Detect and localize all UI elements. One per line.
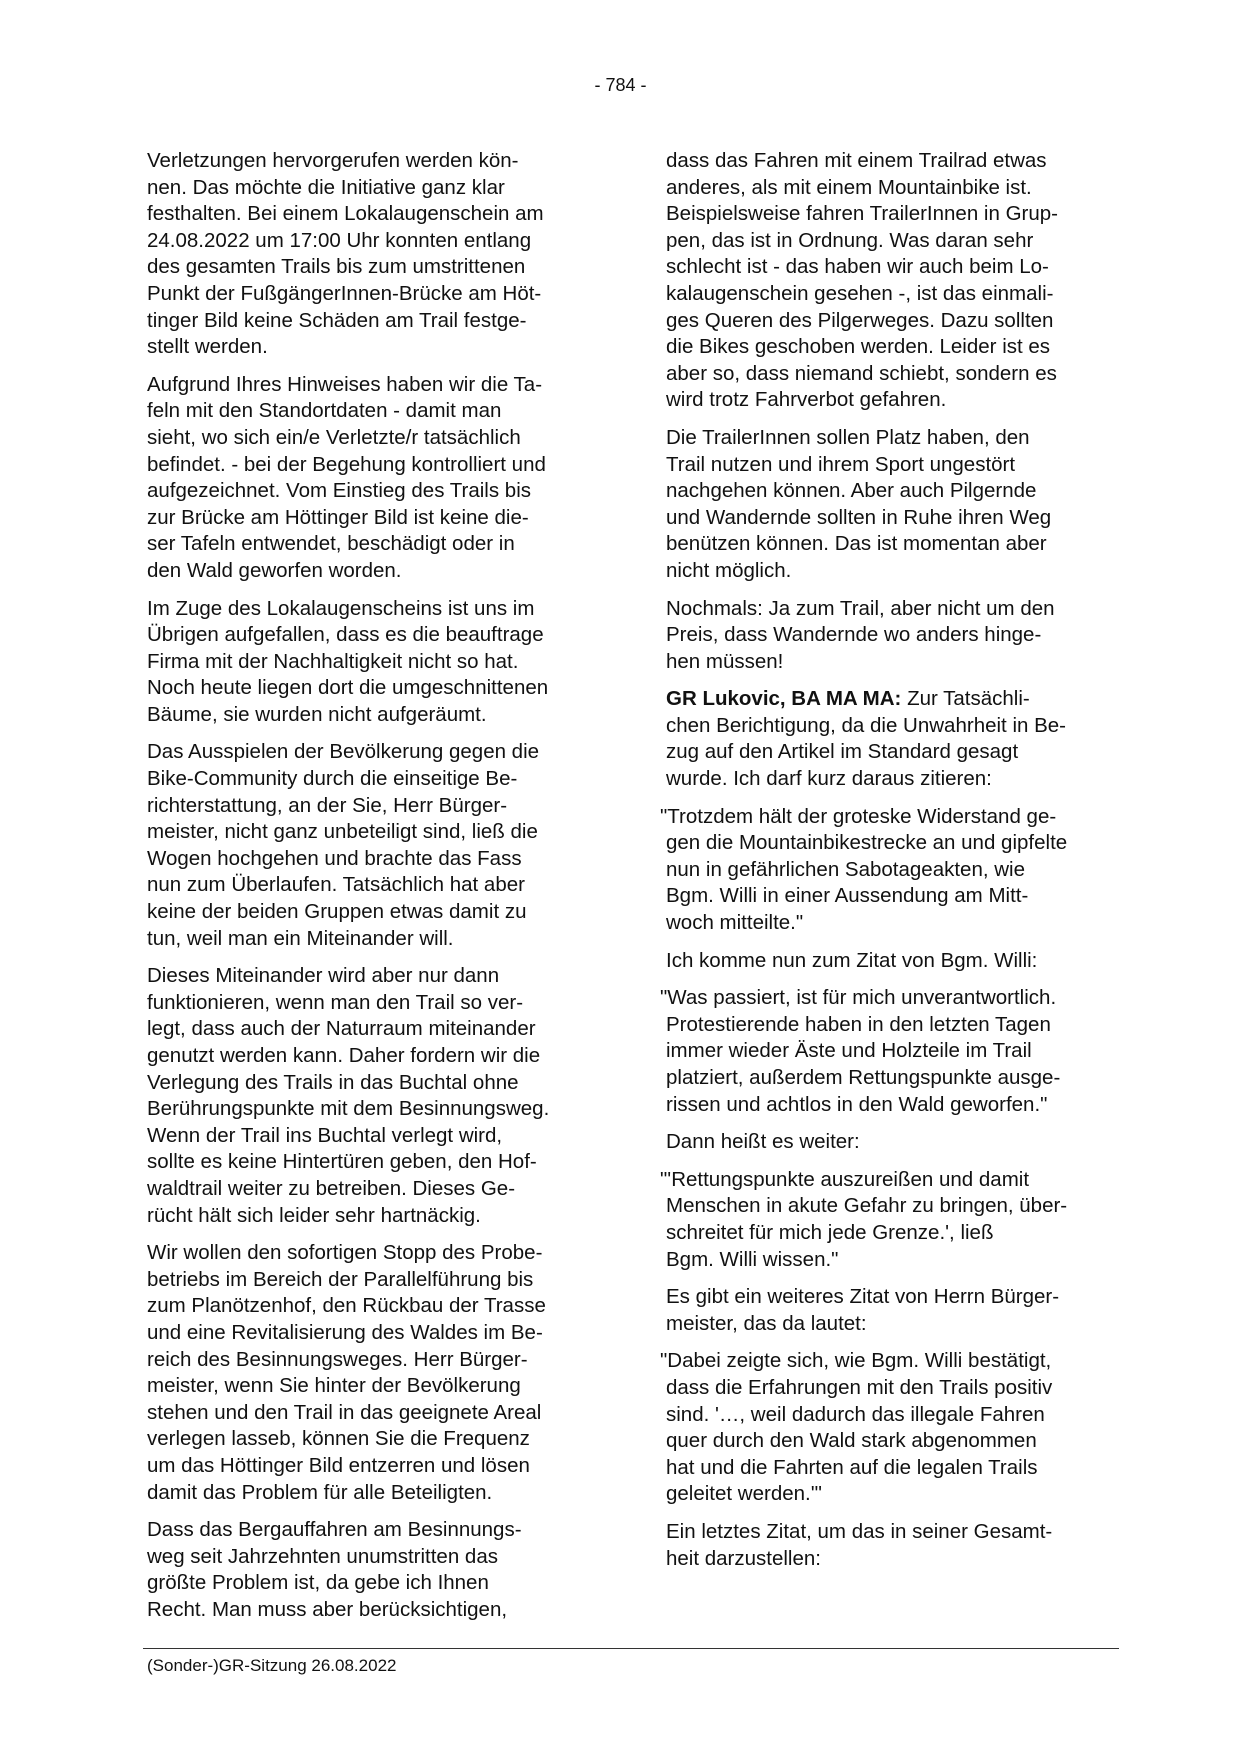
speaker-paragraph — [666, 686, 1126, 792]
paragraph: dass das Fahren mit einem Trailrad etwas anderes, als mit einem Mountainbike ist. Beispielsweise fahren TrailerInnen in Grup- pen, das ist in Ordnung. Was daran sehr schlecht ist - das haben wir auch beim Lo- kalaugenschein gesehen -, ist das einmali- ges Queren des Pilgerweges. Dazu sollten die Bikes geschoben werden. Leider ist es aber so, dass niemand schiebt, sondern es wird trotz Fahrverbot gefahren. — [666, 149, 1058, 412]
page-number: - 784 - — [594, 75, 647, 95]
paragraph: Das Ausspielen der Bevölkerung gegen die Bike-Community durch die einseitige Be- richterstattung, an der Sie, Herr Bürger- meister, nicht ganz unbeteiligt sind, ließ die Wogen hochgehen und brachte das Fass nun zum Überlaufen. Tatsächlich hat aber keine der beiden Gruppen etwas damit zu tun, weil man ein Miteinander will. — [147, 740, 540, 950]
speaker-text-rest: chen Berichtigung, da die Unwahrheit in Be- zug auf den Artikel im Standard gesagt wurde. Ich darf kurz daraus zitieren: — [666, 713, 1066, 791]
paragraph: Es gibt ein weiteres Zitat von Herrn Bürger- meister, das da lautet: — [666, 1285, 1060, 1335]
paragraph: Dass das Bergauffahren am Besinnungs- weg seit Jahrzehnten unumstritten das größte Problem ist, da gebe ich Ihnen Recht. Man muss aber berücksichtigen, — [147, 1518, 522, 1621]
paragraph: Im Zuge des Lokalaugenscheins ist uns im Übrigen aufgefallen, dass es die beauftrage Firma mit der Nachhaltigkeit nicht so hat. Noch heute liegen dort die umgeschnittenen Bäume, sie wurden nicht aufgeräumt. — [147, 596, 549, 726]
paragraph: Ein letztes Zitat, um das in seiner Gesamt- heit darzustellen: — [666, 1519, 1053, 1570]
quote: "Was passiert, ist für mich unverantwortlich. Protestierende haben in den letzten Tagen immer wieder Äste und Holzteile im Trail platziert, außerdem Rettungspunkte ausge- rissen und achtlos in den Wald geworfen." — [660, 986, 1061, 1116]
quote: "'Rettungspunkte auszureißen und damit Menschen in akute Gefahr zu bringen, über- schreitet für mich jede Grenze.', ließ Bgm. Willi wissen." — [660, 1167, 1068, 1271]
paragraph: Die TrailerInnen sollen Platz haben, den Trail nutzen und ihrem Sport ungestört nachgehen können. Aber auch Pilgernde und Wandernde sollten in Ruhe ihren Weg benützen können. Das ist momentan aber nicht möglich. — [666, 425, 1052, 582]
quote: "Trotzdem hält der groteske Widerstand ge- gen die Mountainbikestrecke an und gipfelte nun in gefährlichen Sabotageakten, wie Bgm. Willi in einer Aussendung am Mitt- woch mitteilte." — [660, 804, 1068, 935]
left-column — [147, 148, 597, 1634]
paragraph: Dann heißt es weiter: — [666, 1130, 860, 1154]
paragraph: Ich komme nun zum Zitat von Bgm. Willi: — [666, 948, 1038, 972]
footer-divider — [143, 1648, 1119, 1649]
quote: "Dabei zeigte sich, wie Bgm. Willi bestätigt, dass die Erfahrungen mit den Trails positiv sind. '…, weil dadurch das illegale Fahren quer durch den Wald stark abgenommen hat und die Fahrten auf die legalen Trails geleitet werden.'" — [660, 1349, 1053, 1506]
paragraph: Verletzungen hervorgerufen werden kön- nen. Das möchte die Initiative ganz klar festhalten. Bei einem Lokalaugenschein am 24.08.2022 um 17:00 Uhr konnten entlang des gesamten Trails bis zum umstrittenen Punkt der FußgängerInnen-Brücke am Höt- tinger Bild keine Schäden am Trail festge- stellt werden. — [147, 149, 544, 359]
paragraph: Nochmals: Ja zum Trail, aber nicht um den Preis, dass Wandernde wo anders hinge- hen müssen! — [666, 596, 1055, 673]
paragraph: Dieses Miteinander wird aber nur dann funktionieren, wenn man den Trail so ver- legt, dass auch der Naturraum miteinander genutzt werden kann. Daher fordern wir die Verlegung des Trails in das Buchtal ohne Berührungspunkte mit dem Besinnungsweg. Wenn der Trail ins Buchtal verlegt wird, sollte es keine Hintertüren geben, den Hof- waldtrail weiter zu betreiben. Dieses Ge- rücht hält sich leider sehr hartnäckig. — [147, 964, 550, 1227]
speaker-name: GR Lukovic, BA MA MA: — [666, 687, 902, 711]
speaker-text-start: Zur Tatsächli- — [901, 687, 1030, 711]
right-column — [660, 148, 1126, 1583]
paragraph: Aufgrund Ihres Hinweises haben wir die Ta- feln mit den Standortdaten - damit man sieht, wo sich ein/e Verletzte/r tatsächlich befindet. - bei der Begehung kontrolliert und aufgezeichnet. Vom Einstieg des Trails bis zur Brücke am Höttinger Bild ist keine die- ser Tafeln entwendet, beschädigt oder in den Wald geworfen worden. — [147, 372, 546, 582]
footer-session-label: (Sonder-)GR-Sitzung 26.08.2022 — [147, 1656, 397, 1675]
paragraph: Wir wollen den sofortigen Stopp des Probe- betriebs im Bereich der Parallelführung bis zum Planötzenhof, den Rückbau der Trasse und eine Revitalisierung des Waldes im Be- reich des Besinnungsweges. Herr Bürger- meister, wenn Sie hinter der Bevölkerung stehen und den Trail in das geeignete Areal verlegen lasseb, können Sie die Frequenz um das Höttinger Bild entzerren und lösen damit das Problem für alle Beteiligten. — [147, 1241, 546, 1504]
